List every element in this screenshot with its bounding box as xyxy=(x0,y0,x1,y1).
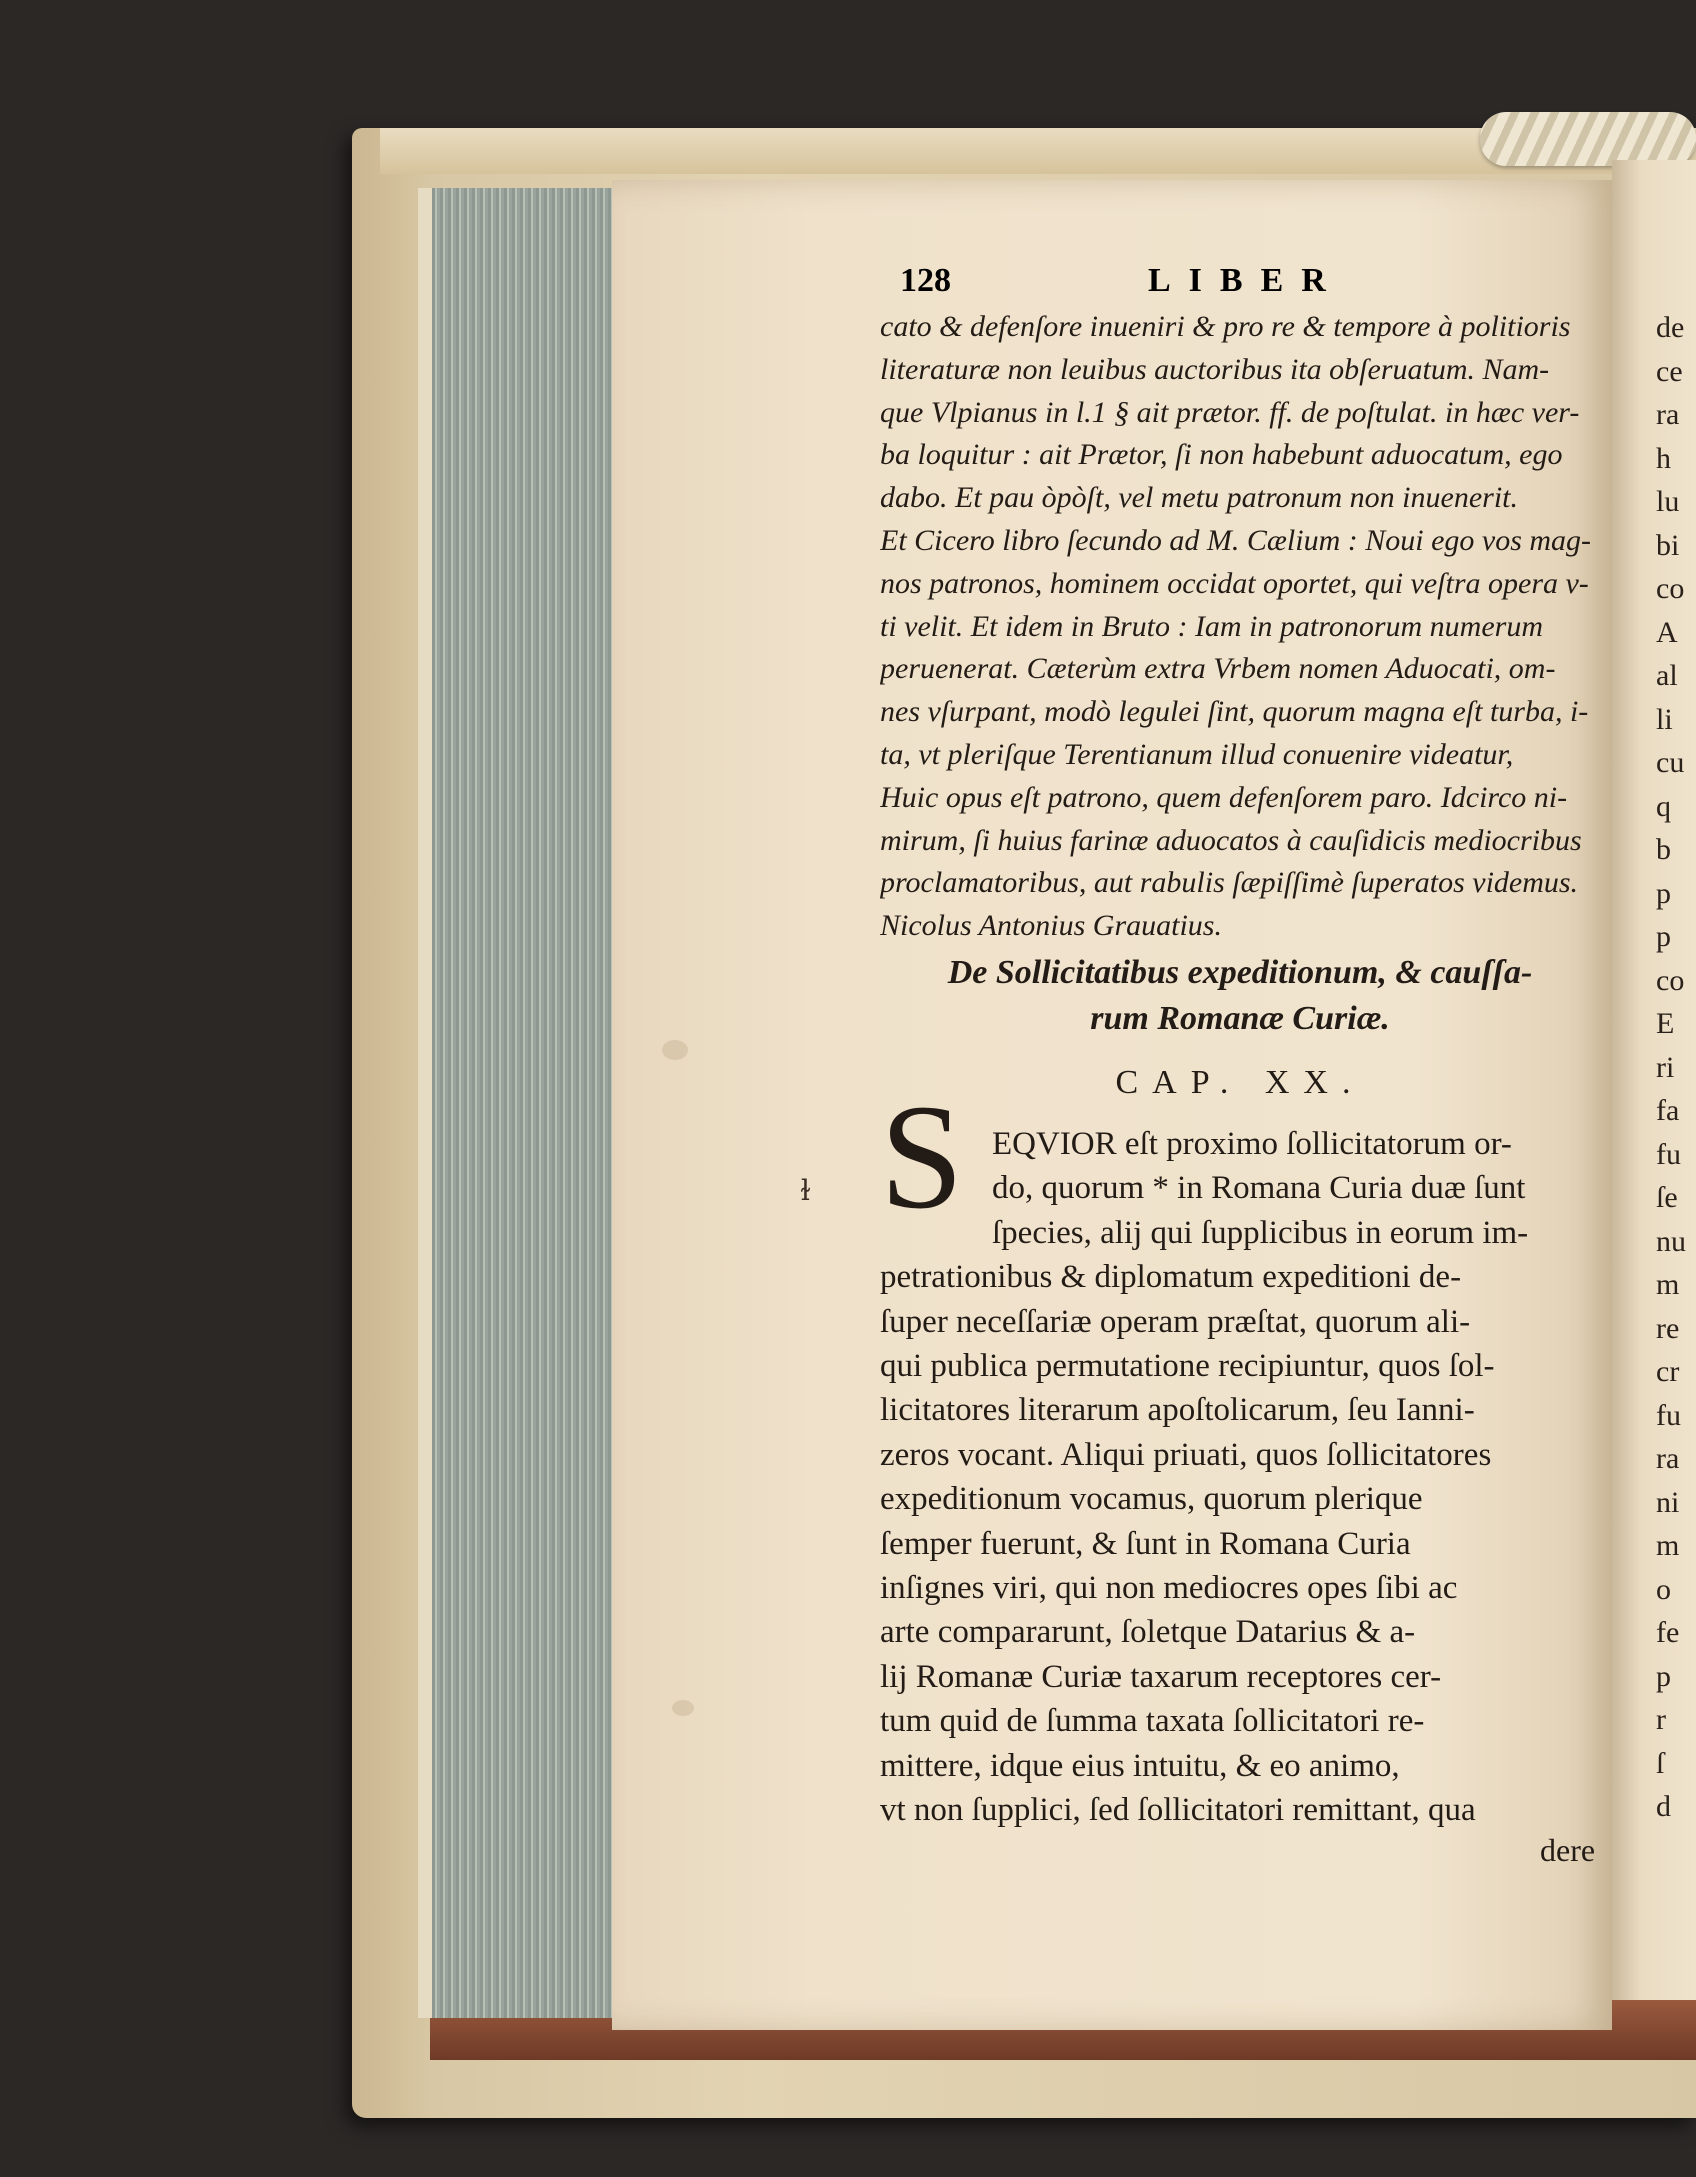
text-line: ſuper neceſſariæ operam præſtat, quorum ali- xyxy=(880,1303,1471,1340)
catchword: dere xyxy=(1540,1832,1596,1868)
paper-stain xyxy=(672,1700,694,1716)
facing-page-line: nu xyxy=(1656,1224,1686,1258)
text-line: dabo. Et pau òpòſt, vel metu patronum non inuenerit. xyxy=(880,481,1518,515)
facing-page-line: li xyxy=(1656,702,1673,736)
section-title-line: De Sollicitatibus expeditionum, & cauſſa- xyxy=(947,954,1533,991)
facing-page-line: de xyxy=(1656,311,1685,344)
facing-page-line: co xyxy=(1656,963,1685,997)
facing-page-line: d xyxy=(1656,1790,1671,1823)
chapter-label: CAP. XX. xyxy=(1115,1064,1365,1101)
facing-page-line: co xyxy=(1656,572,1685,605)
facing-page-line: ra xyxy=(1656,398,1680,431)
text-line: proclamatoribus, aut rabulis ſæpiſſimè ſuperatos videmus. xyxy=(880,866,1579,900)
text-line: mirum, ſi huius farinæ aduocatos à cauſidicis mediocribus xyxy=(880,823,1582,857)
spine-cord xyxy=(1480,112,1696,166)
text-line: que Vlpianus in l.1 § ait prætor. ff. de poſtulat. in hæc ver- xyxy=(880,395,1580,429)
page-block-edges xyxy=(418,188,632,2018)
text-line: tum quid de ſumma taxata ſollicitatori re- xyxy=(880,1703,1425,1740)
facing-page-line: ra xyxy=(1656,1442,1680,1475)
facing-page-line: al xyxy=(1656,659,1678,692)
text-line: ba loquitur : ait Prætor, ſi non habebunt aduocatum, ego xyxy=(880,438,1563,472)
italic-paragraph xyxy=(880,306,1600,948)
text-line: zeros vocant. Aliqui priuati, quos ſollicitatores xyxy=(880,1436,1492,1473)
text-line: arte compararunt, ſoletque Datarius & a- xyxy=(880,1614,1416,1651)
facing-page-line: p xyxy=(1656,876,1671,910)
text-line: peruenerat. Cæterùm extra Vrbem nomen Aduocati, om- xyxy=(880,652,1556,686)
text-line: Et Cicero libro ſecundo ad M. Cælium : Noui ego vos mag- xyxy=(880,523,1592,557)
facing-page-text xyxy=(1612,306,1686,1829)
facing-page-line: p xyxy=(1656,920,1671,953)
facing-page-line: fe xyxy=(1656,1616,1680,1649)
facing-page-line: fu xyxy=(1656,1137,1681,1171)
page-header xyxy=(880,256,1600,306)
paper-stain xyxy=(662,1040,688,1060)
section-title-line: rum Romanæ Curiæ. xyxy=(1090,1000,1390,1037)
text-line: ſemper fuerunt, & ſunt in Romana Curia xyxy=(880,1525,1411,1562)
text-line: mittere, idque eius intuitu, & eo animo, xyxy=(880,1747,1400,1784)
facing-page-line: ni xyxy=(1656,1485,1680,1519)
margin-mark: ɫ xyxy=(800,1174,811,1207)
facing-page-line: re xyxy=(1656,1311,1680,1345)
text-line: lij Romanæ Curiæ taxarum receptores cer- xyxy=(880,1658,1442,1695)
text-line: expeditionum vocamus, quorum plerique xyxy=(880,1481,1423,1518)
drop-cap: S xyxy=(880,1074,964,1240)
facing-page-line: p xyxy=(1656,1659,1671,1693)
text-line: cato & defenſore inueniri & pro re & tempore à politioris xyxy=(880,310,1571,343)
text-line: nes vſurpant, modò legulei ſint, quorum magna eſt turba, i- xyxy=(880,695,1589,729)
facing-page-line: fa xyxy=(1656,1094,1680,1127)
facing-page-line: A xyxy=(1656,615,1678,649)
facing-page-line: ce xyxy=(1656,354,1683,388)
facing-page xyxy=(1612,160,1696,2000)
text-line: Huic opus eſt patrono, quem defenſorem paro. Idcirco ni- xyxy=(880,780,1568,814)
text-line: vt non ſupplici, ſed ſollicitatori remittant, qua xyxy=(880,1792,1476,1829)
facing-page-line: lu xyxy=(1656,485,1680,518)
text-line: inſignes viri, qui non mediocres opes ſibi ac xyxy=(880,1570,1458,1607)
facing-page-line: o xyxy=(1656,1572,1671,1606)
facing-page-line: m xyxy=(1656,1529,1680,1562)
facing-page-line: h xyxy=(1656,441,1671,475)
text-line: Nicolus Antonius Grauatius. xyxy=(880,909,1222,943)
text-line: literaturæ non leuibus auctoribus ita obſeruatum. Nam- xyxy=(880,352,1550,386)
facing-page-line: q xyxy=(1656,789,1671,823)
section-title xyxy=(880,950,1600,1042)
text-line: do, quorum * in Romana Curia duæ ſunt xyxy=(992,1170,1526,1207)
roman-paragraph xyxy=(880,1122,1600,1833)
text-line: licitatores literarum apoſtolicarum, ſeu Ianni- xyxy=(880,1392,1475,1429)
text-line: nos patronos, hominem occidat oportet, qui veſtra opera v- xyxy=(880,566,1589,600)
facing-page-line: ſ xyxy=(1656,1746,1665,1780)
text-line: qui publica permutatione recipiuntur, quos ſol- xyxy=(880,1348,1495,1385)
facing-page-line: bi xyxy=(1656,528,1680,562)
facing-page-line: cu xyxy=(1656,746,1685,779)
text-line: petrationibus & diplomatum expeditioni de- xyxy=(880,1259,1462,1296)
running-head: LIBER xyxy=(1148,262,1344,299)
facing-page-line: r xyxy=(1656,1703,1666,1736)
text-line: EQVIOR eſt proximo ſollicitatorum or- xyxy=(992,1126,1512,1162)
facing-page-line: ri xyxy=(1656,1050,1675,1084)
facing-page-line: ſe xyxy=(1656,1181,1678,1214)
facing-page-line: cr xyxy=(1656,1355,1680,1388)
page-number: 128 xyxy=(900,262,951,299)
facing-page-line: fu xyxy=(1656,1398,1681,1432)
facing-page-line: b xyxy=(1656,833,1671,866)
text-line: ta, vt pleriſque Terentianum illud conuenire videatur, xyxy=(880,737,1514,771)
text-line: ti velit. Et idem in Bruto : Iam in patronorum numerum xyxy=(880,609,1543,643)
facing-page-line: m xyxy=(1656,1268,1680,1301)
text-line: ſpecies, alij qui ſupplicibus in eorum im- xyxy=(992,1214,1529,1251)
facing-page-line: E xyxy=(1656,1007,1675,1040)
